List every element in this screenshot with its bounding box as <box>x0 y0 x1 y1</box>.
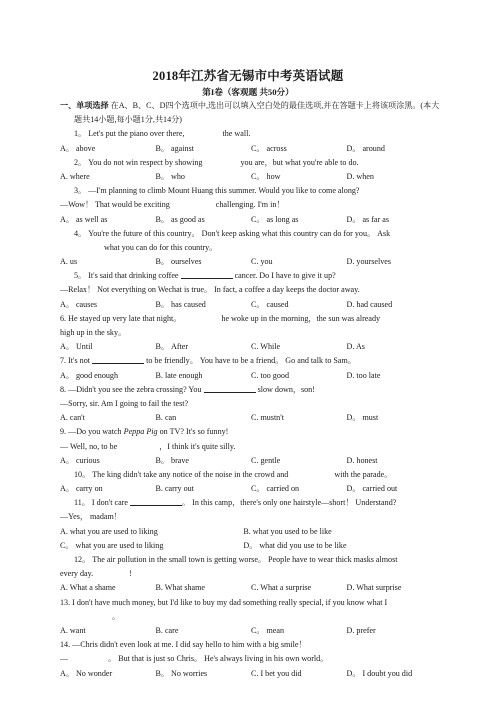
option-a: A. What a shame <box>60 583 116 593</box>
question-number: 11。 <box>74 498 90 508</box>
question-stem: 。 In this camp，there's only one hairstyle—short！ Understand? <box>182 498 397 508</box>
answer-blank <box>92 354 144 364</box>
option-a: A。 as well as <box>60 214 108 224</box>
options-1 <box>60 142 442 156</box>
option-a: A。 good enough <box>60 370 119 380</box>
question-7 <box>60 354 442 368</box>
options-14 <box>60 667 442 681</box>
options-4 <box>60 255 442 269</box>
question-number: 5。 <box>74 271 87 281</box>
question-stem: The king didn't take any notice of the noise in the crowd and <box>92 469 289 479</box>
option-a: A。 No wonder <box>60 668 113 678</box>
question-8 <box>60 383 442 397</box>
option-a: A。 above <box>60 143 96 153</box>
answer-blank <box>181 269 233 279</box>
question-number: 2。 <box>74 157 87 167</box>
question-11-reply <box>60 510 442 524</box>
option-c: C。 how <box>251 171 281 181</box>
question-stem: every day. <box>60 569 94 579</box>
question-2 <box>60 156 442 170</box>
question-stem: —I'm planning to climb Mount Huang this summer. Would you like to come along? <box>88 186 360 196</box>
option-d: D. too late <box>346 370 381 380</box>
option-a: A。 causes <box>60 299 98 309</box>
options-2 <box>60 170 442 184</box>
option-d: D。 what did you use to be like <box>243 540 347 550</box>
option-b: B。 as good as <box>155 214 205 224</box>
question-stem: what you can do for this country。 <box>104 242 218 252</box>
option-c: C。 what you are used to liking <box>60 540 164 550</box>
question-3 <box>60 184 442 198</box>
options-9 <box>60 454 442 468</box>
question-stem: on TV? It's so funny! <box>159 427 229 437</box>
question-stem: Let's put the piano over there, <box>88 129 185 139</box>
option-d: D. prefer <box>346 625 376 635</box>
option-c: C. gentle <box>251 455 281 465</box>
option-c: C. What a surprise <box>251 583 312 593</box>
option-c: C. While <box>251 342 281 352</box>
question-stem: 。 But that is just so Chris。 He's always living in his own world。 <box>108 654 329 664</box>
question-6 <box>60 312 442 326</box>
question-number: 1。 <box>74 129 87 139</box>
question-stem: It's not <box>68 356 91 366</box>
question-stem: you are，but what you're able to do. <box>240 157 359 167</box>
question-stem: — <box>60 654 69 664</box>
options-11-row2 <box>60 539 442 553</box>
question-number: 14. <box>60 640 71 650</box>
question-number: 3。 <box>74 186 87 196</box>
options-11-row1 <box>60 525 442 539</box>
question-stem: The air pollution in the small town is getting worse。 People have to wear thick masks almost <box>92 555 398 565</box>
show-title: Peppa Pig <box>123 427 158 437</box>
question-stem: —Relax！ Not everything on Wechat is true。 In fact, a coffee a day keeps the doctor away. <box>60 285 360 295</box>
question-12 <box>60 553 442 567</box>
option-c: C. too good <box>251 370 289 380</box>
options-5 <box>60 298 442 312</box>
option-a: A. can't <box>60 413 85 423</box>
question-stem: I don't care <box>91 498 128 508</box>
options-7 <box>60 369 442 383</box>
question-stem: —Wow！ That would be exciting <box>60 200 170 210</box>
option-d: D. had caused <box>346 299 393 309</box>
option-c: C. you <box>251 257 273 267</box>
question-stem: I don't have much money, but I'd like to buy my dad something really special, if you know what I <box>72 597 388 607</box>
option-d: D. What surprise <box>346 583 402 593</box>
question-stem: challenging. I'm in！ <box>215 200 285 210</box>
question-12-cont <box>60 567 442 581</box>
option-b: B. what you used to be like <box>243 526 332 536</box>
option-a: A. us <box>60 257 78 267</box>
option-a: A。 carry on <box>60 484 103 494</box>
question-stem: You do not win respect by showing <box>88 157 203 167</box>
options-13 <box>60 624 442 638</box>
question-14 <box>60 638 442 652</box>
options-10 <box>60 482 442 496</box>
option-c: C. mustn't <box>251 413 284 423</box>
question-1 <box>60 127 442 141</box>
option-d: D. yourselves <box>346 257 392 267</box>
options-3 <box>60 213 442 227</box>
option-d: D. honest <box>346 455 378 465</box>
question-stem: with the parade。 <box>334 469 393 479</box>
question-number: 10。 <box>74 469 91 479</box>
option-d: D. when <box>346 171 374 181</box>
question-stem: the wall. <box>222 129 251 139</box>
question-number: 9. <box>60 427 67 437</box>
question-11 <box>60 496 442 510</box>
answer-blank <box>204 383 256 393</box>
option-a: A. what you are used to liking <box>60 526 158 536</box>
question-13-cont <box>60 610 442 624</box>
question-5 <box>60 269 442 283</box>
question-stem: cancer. Do I have to give it up? <box>234 271 336 281</box>
option-a: A. where <box>60 171 90 181</box>
option-d: D。 around <box>346 143 385 153</box>
question-stem: —Sorry, sir. Am I going to fail the test? <box>60 398 189 408</box>
instructions-text: 在A、B、C、D四个选项中,选出可以填入空白处的最佳选项,并在答题卡上将该项涂黑。(本大题共14小题,每小题1分,共14分) <box>74 101 440 125</box>
option-c: C。 across <box>251 143 287 153</box>
options-12 <box>60 581 442 595</box>
question-number: 8. <box>60 384 67 394</box>
answer-blank <box>130 496 182 506</box>
section-heading: 一、单项选择 <box>60 101 109 110</box>
option-b: B. carry out <box>155 484 194 494</box>
option-b: B。 has caused <box>155 299 206 309</box>
question-stem: he woke up in the morning，the sun was already <box>221 313 381 323</box>
question-10 <box>60 468 442 482</box>
question-stem: ! <box>129 569 132 579</box>
option-b: B。 brave <box>155 455 189 465</box>
question-stem: You're the future of this country。 Don't keep asking what this country can do for you。 Ask <box>88 228 391 238</box>
question-stem: —Yes， madam！ <box>60 512 122 522</box>
question-number: 12。 <box>74 555 91 565</box>
part-heading: 第I卷（客观题 共50分） <box>202 87 294 97</box>
question-8-reply <box>60 397 442 411</box>
question-number: 7. <box>60 356 67 366</box>
section-instructions <box>60 99 442 127</box>
option-c: C。 as long as <box>251 214 299 224</box>
question-6-cont <box>60 326 442 340</box>
option-c: C。 carried on <box>251 484 300 494</box>
option-b: B. late enough <box>155 370 203 380</box>
question-stem: high up in the sky。 <box>60 328 127 338</box>
question-stem: to be friendly。 You have to be a friend。 Go and talk to Sam。 <box>146 356 356 366</box>
question-stem: —Do you watch <box>68 427 122 437</box>
question-stem: 。 <box>112 611 121 621</box>
question-5-reply <box>60 283 442 297</box>
option-b: B。 ourselves <box>155 257 202 267</box>
option-b: B。 No worries <box>155 668 208 678</box>
option-d: D. As <box>346 342 365 352</box>
options-8 <box>60 411 442 425</box>
question-stem: — Well, no, to be <box>60 441 118 451</box>
option-d: D。 carried out <box>346 484 398 494</box>
question-13 <box>60 596 442 610</box>
option-c: C. I bet you did <box>251 668 302 678</box>
question-9 <box>60 425 442 439</box>
question-number: 4。 <box>74 228 87 238</box>
options-6 <box>60 340 442 354</box>
question-4 <box>60 227 442 241</box>
question-stem: ，I think it's quite silly. <box>159 441 236 451</box>
question-3-reply <box>60 198 442 212</box>
question-stem: —Chris didn't even look at me. I did say hello to him with a big smile！ <box>72 640 307 650</box>
option-d: D。 I doubt you did <box>346 668 413 678</box>
option-c: C。 caused <box>251 299 289 309</box>
exam-title: 2018年江苏省无锡市中考英语试题 <box>152 69 344 83</box>
question-stem: It's said that drinking coffee <box>88 271 179 281</box>
option-a: A。 curious <box>60 455 100 465</box>
question-stem: He stayed up very late that night。 <box>68 313 182 323</box>
question-stem: —Didn't you see the zebra crossing? You <box>68 384 202 394</box>
option-b: B。 who <box>155 171 185 181</box>
question-number: 6. <box>60 313 67 323</box>
question-14-reply <box>60 652 442 666</box>
question-stem: slow down，son! <box>257 384 315 394</box>
question-9-reply <box>60 440 442 454</box>
option-d: D。 as far as <box>346 214 389 224</box>
question-4-cont <box>60 241 442 255</box>
option-b: B。 After <box>155 342 189 352</box>
option-d: D。 must <box>346 413 379 423</box>
option-b: B。 against <box>155 143 194 153</box>
option-b: B. care <box>155 625 179 635</box>
option-a: A。 Until <box>60 342 93 352</box>
question-section <box>60 99 442 681</box>
option-c: C。 mean <box>251 625 285 635</box>
option-a: A. want <box>60 625 86 635</box>
option-b: B. can <box>155 413 177 423</box>
option-b: B. What shame <box>155 583 206 593</box>
question-number: 13. <box>60 597 71 607</box>
